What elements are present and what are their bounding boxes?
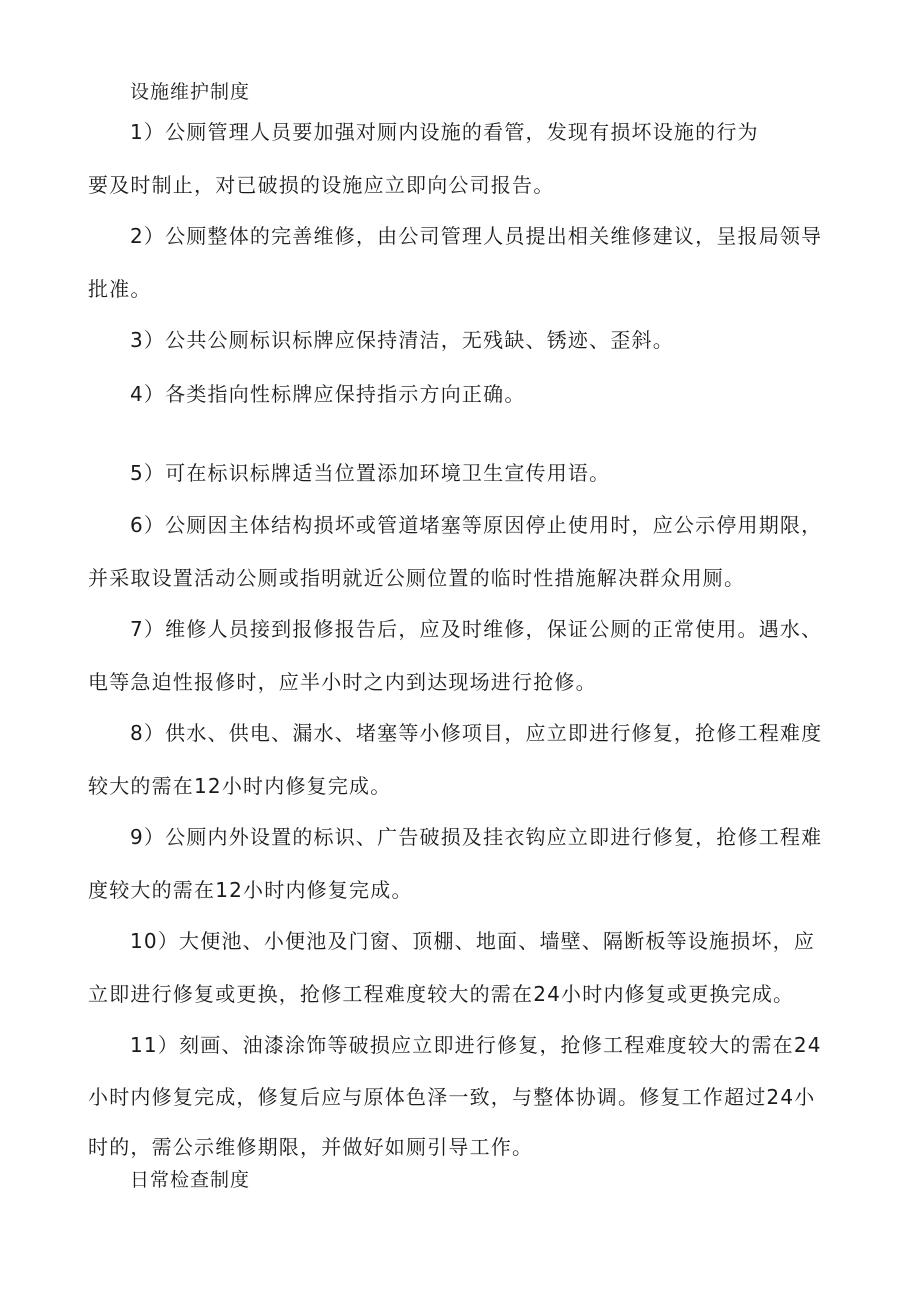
paragraph-line: 11）刻画、油漆涂饰等破损应立即进行修复，抢修工程难度较大的需在24: [130, 1033, 822, 1057]
paragraph-line: 1）公厕管理人员要加强对厕内设施的看管，发现有损坏设施的行为: [130, 120, 759, 144]
paragraph-line: 10）大便池、小便池及门窗、顶棚、地面、墙壁、隔断板等设施损坏，应: [130, 929, 816, 953]
paragraph-line: 9）公厕内外设置的标识、广告破损及挂衣钩应立即进行修复，抢修工程难: [130, 825, 823, 849]
paragraph-line: 7）维修人员接到报修报告后，应及时维修，保证公厕的正常使用。遇水、: [130, 617, 823, 641]
paragraph-line: 并采取设置活动公厕或指明就近公厕位置的临时性措施解决群众用厕。: [88, 566, 746, 590]
paragraph-line: 2）公厕整体的完善维修，由公司管理人员提出相关维修建议，呈报局领导: [130, 224, 823, 248]
paragraph-line: 批准。: [88, 277, 152, 301]
paragraph-line: 度较大的需在12小时内修复完成。: [88, 878, 413, 902]
paragraph-line: 较大的需在12小时内修复完成。: [88, 774, 392, 798]
paragraph-line: 要及时制止，对已破损的设施应立即向公司报告。: [88, 173, 555, 197]
paragraph-line: 时的，需公示维修期限，并做好如厕引导工作。: [88, 1135, 534, 1159]
paragraph-line: 5）可在标识标牌适当位置添加环境卫生宣传用语。: [130, 461, 611, 485]
section-title-maintenance: 设施维护制度: [130, 81, 251, 103]
paragraph-line: 4）各类指向性标牌应保持指示方向正确。: [130, 382, 526, 406]
paragraph-line: 电等急迫性报修时，应半小时之内到达现场进行抢修。: [88, 670, 597, 694]
paragraph-line: 6）公厕因主体结构损坏或管道堵塞等原因停止使用时，应公示停用期限，: [130, 513, 823, 537]
paragraph-line: 小时内修复完成，修复后应与原体色泽一致，与整体协调。修复工作超过24小: [88, 1085, 816, 1109]
paragraph-line: 8）供水、供电、漏水、堵塞等小修项目，应立即进行修复，抢修工程难度: [130, 721, 823, 745]
paragraph-line: 3）公共公厕标识标牌应保持清洁，无残缺、锈迹、歪斜。: [130, 328, 674, 352]
paragraph-line: 立即进行修复或更换，抢修工程难度较大的需在24小时内修复或更换完成。: [88, 982, 795, 1006]
section-title-inspection: 日常检查制度: [130, 1169, 251, 1191]
